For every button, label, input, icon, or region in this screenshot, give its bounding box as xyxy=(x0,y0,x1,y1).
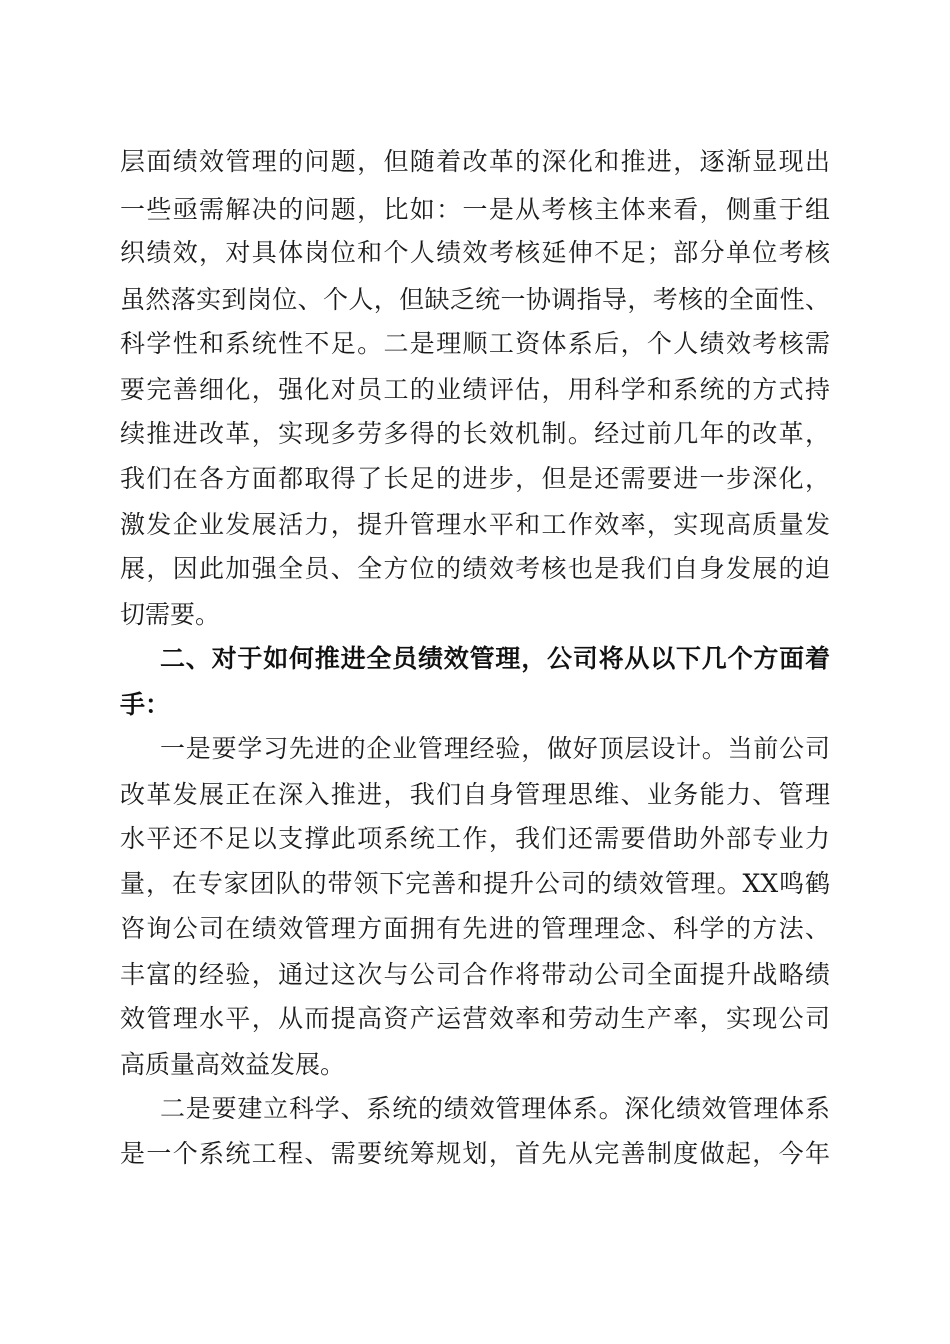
paragraph-1-line-4: 虽然落实到岗位、个人，但缺乏统一协调指导，考核的全面性、 xyxy=(120,285,830,314)
paragraph-1-line-3: 织绩效，对具体岗位和个人绩效考核延伸不足；部分单位考核 xyxy=(120,238,830,267)
paragraph-2-line-1: 一是要学习先进的企业管理经验，做好顶层设计。当前公司 xyxy=(160,734,830,763)
paragraph-1-line-11: 切需要。 xyxy=(120,600,221,629)
paragraph-1-line-2: 一些亟需解决的问题，比如：一是从考核主体来看，侧重于组 xyxy=(120,195,830,224)
paragraph-2-line-7: 效管理水平，从而提高资产运营效率和劳动生产率，实现公司 xyxy=(120,1004,830,1033)
paragraph-2-line-3: 水平还不足以支撑此项系统工作，我们还需要借助外部专业力 xyxy=(120,824,830,853)
paragraph-1-line-7: 续推进改革，实现多劳多得的长效机制。经过前几年的改革， xyxy=(120,419,830,448)
paragraph-2-line-6: 丰富的经验，通过这次与公司合作将带动公司全面提升战略绩 xyxy=(120,960,830,989)
paragraph-1-line-9: 激发企业发展活力，提升管理水平和工作效率，实现高质量发 xyxy=(120,510,830,539)
section-heading-line-1: 二、对于如何推进全员绩效管理，公司将从以下几个方面着 xyxy=(160,644,830,673)
paragraph-1-line-6: 要完善细化，强化对员工的业绩评估，用科学和系统的方式持 xyxy=(120,375,830,404)
paragraph-3-line-1: 二是要建立科学、系统的绩效管理体系。深化绩效管理体系 xyxy=(160,1094,830,1123)
paragraph-2-line-5: 咨询公司在绩效管理方面拥有先进的管理理念、科学的方法、 xyxy=(120,914,830,943)
paragraph-1-line-5: 科学性和系统性不足。二是理顺工资体系后，个人绩效考核需 xyxy=(120,329,830,358)
paragraph-3-line-2: 是一个系统工程、需要统筹规划，首先从完善制度做起，今年 xyxy=(120,1139,830,1168)
paragraph-1-line-8: 我们在各方面都取得了长足的进步，但是还需要进一步深化， xyxy=(120,464,830,493)
paragraph-2-line-4: 量，在专家团队的带领下完善和提升公司的绩效管理。XX鸣鹤 xyxy=(120,869,830,898)
paragraph-1-line-1: 层面绩效管理的问题，但随着改革的深化和推进，逐渐显现出 xyxy=(120,147,830,176)
paragraph-1-line-10: 展，因此加强全员、全方位的绩效考核也是我们自身发展的迫 xyxy=(120,554,830,583)
paragraph-2-line-8: 高质量高效益发展。 xyxy=(120,1050,346,1079)
section-heading-line-2: 手： xyxy=(120,690,171,719)
paragraph-2-line-2: 改革发展正在深入推进，我们自身管理思维、业务能力、管理 xyxy=(120,780,830,809)
